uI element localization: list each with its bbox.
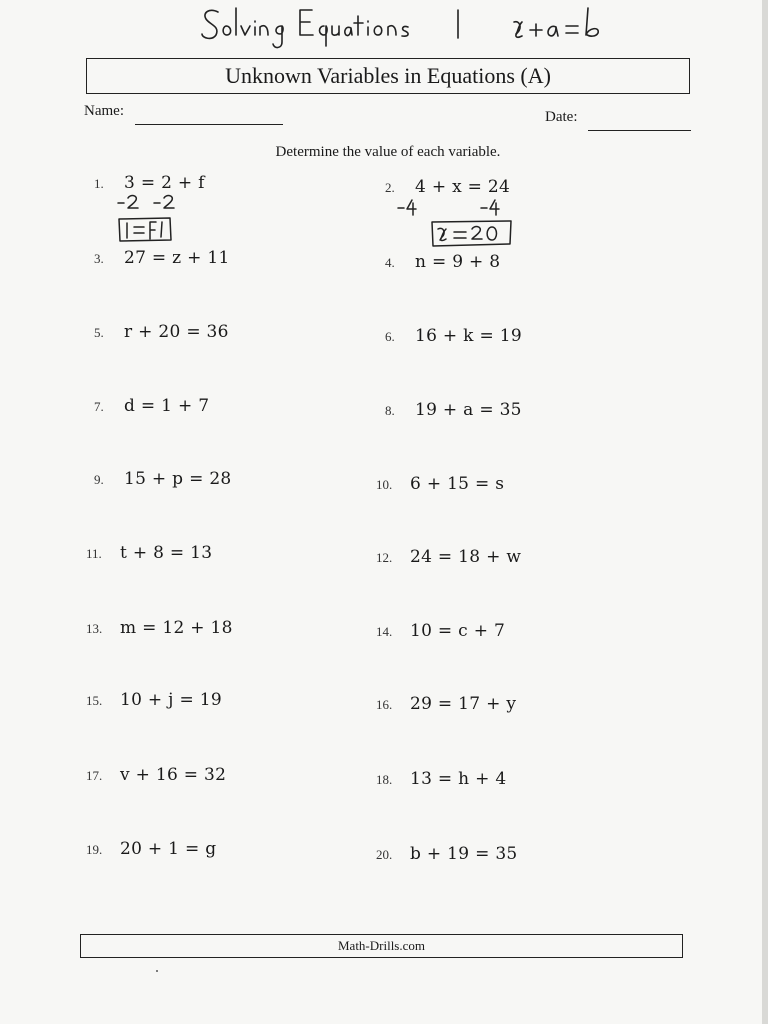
- problem-number: 18.: [376, 772, 393, 787]
- problem-number: 16.: [376, 697, 393, 712]
- problem-18: [376, 769, 507, 789]
- problem-equation: 24 = 18 + w: [410, 547, 522, 567]
- problem-equation: n = 9 + 8: [415, 252, 501, 272]
- problem-number: 5.: [94, 325, 104, 340]
- problem-equation: 19 + a = 35: [415, 400, 522, 420]
- problem-equation: r + 20 = 36: [124, 322, 229, 342]
- problem-number: 20.: [376, 847, 393, 862]
- problem-15: [86, 690, 222, 710]
- date-field[interactable]: [588, 130, 691, 131]
- problem-equation: m = 12 + 18: [120, 618, 233, 638]
- problem-equation: 3 = 2 + f: [124, 173, 205, 193]
- problem-number: 17.: [86, 768, 103, 783]
- problem-equation: d = 1 + 7: [124, 396, 210, 416]
- problem-13: [86, 618, 233, 638]
- scan-speck: [156, 970, 158, 972]
- worksheet-title: Unknown Variables in Equations (A): [86, 58, 690, 94]
- problem-10: [376, 474, 504, 494]
- problem-11: [86, 543, 212, 563]
- problem-equation: 6 + 15 = s: [410, 474, 505, 494]
- problem-12: [376, 547, 521, 567]
- problem-number: 1.: [94, 176, 104, 191]
- problem-equation: 4 + x = 24: [415, 177, 511, 197]
- problem-number: 7.: [94, 399, 104, 414]
- problem-8: [385, 400, 522, 420]
- problem-equation: 27 = z + 11: [124, 248, 230, 268]
- problem-number: 8.: [385, 403, 395, 418]
- problem-number: 11.: [86, 546, 102, 561]
- problem-2: [385, 177, 510, 197]
- date-label: Date:: [545, 109, 578, 125]
- problem-16: [376, 694, 516, 714]
- name-field[interactable]: [135, 124, 283, 125]
- problem-equation: 15 + p = 28: [124, 469, 232, 489]
- problem-equation: v + 16 = 32: [120, 765, 227, 785]
- problem-number: 19.: [86, 842, 103, 857]
- problem-number: 13.: [86, 621, 103, 636]
- handwritten-work-problem-1: [110, 192, 190, 248]
- problem-number: 15.: [86, 693, 103, 708]
- problem-20: [376, 844, 518, 864]
- problem-number: 6.: [385, 329, 395, 344]
- problem-equation: 29 = 17 + y: [410, 694, 517, 714]
- problem-1: [94, 173, 205, 193]
- instructions: Determine the value of each variable.: [275, 144, 501, 160]
- problem-5: [94, 322, 229, 342]
- problem-number: 10.: [376, 477, 393, 492]
- problem-number: 12.: [376, 550, 393, 565]
- problem-7: [94, 396, 209, 416]
- handwritten-work-problem-2: [396, 196, 516, 252]
- problem-equation: b + 19 = 35: [410, 844, 518, 864]
- name-label: Name:: [84, 103, 124, 119]
- problem-equation: 13 = h + 4: [410, 769, 507, 789]
- footer: Math-Drills.com: [80, 934, 683, 958]
- problem-number: 9.: [94, 472, 104, 487]
- problem-number: 4.: [385, 255, 395, 270]
- problem-19: [86, 839, 216, 859]
- problem-equation: 10 + j = 19: [120, 690, 222, 710]
- problem-4: [385, 252, 500, 272]
- problem-number: 2.: [385, 180, 395, 195]
- problem-number: 14.: [376, 624, 393, 639]
- problem-6: [385, 326, 522, 346]
- problem-14: [376, 621, 505, 641]
- problem-17: [86, 765, 226, 785]
- problem-equation: 20 + 1 = g: [120, 839, 217, 859]
- problem-number: 3.: [94, 251, 104, 266]
- problem-3: [94, 248, 230, 268]
- problem-equation: 10 = c + 7: [410, 621, 506, 641]
- problem-equation: t + 8 = 13: [120, 543, 213, 563]
- problem-9: [94, 469, 232, 489]
- problem-equation: 16 + k = 19: [415, 326, 522, 346]
- handwritten-header: [196, 2, 636, 54]
